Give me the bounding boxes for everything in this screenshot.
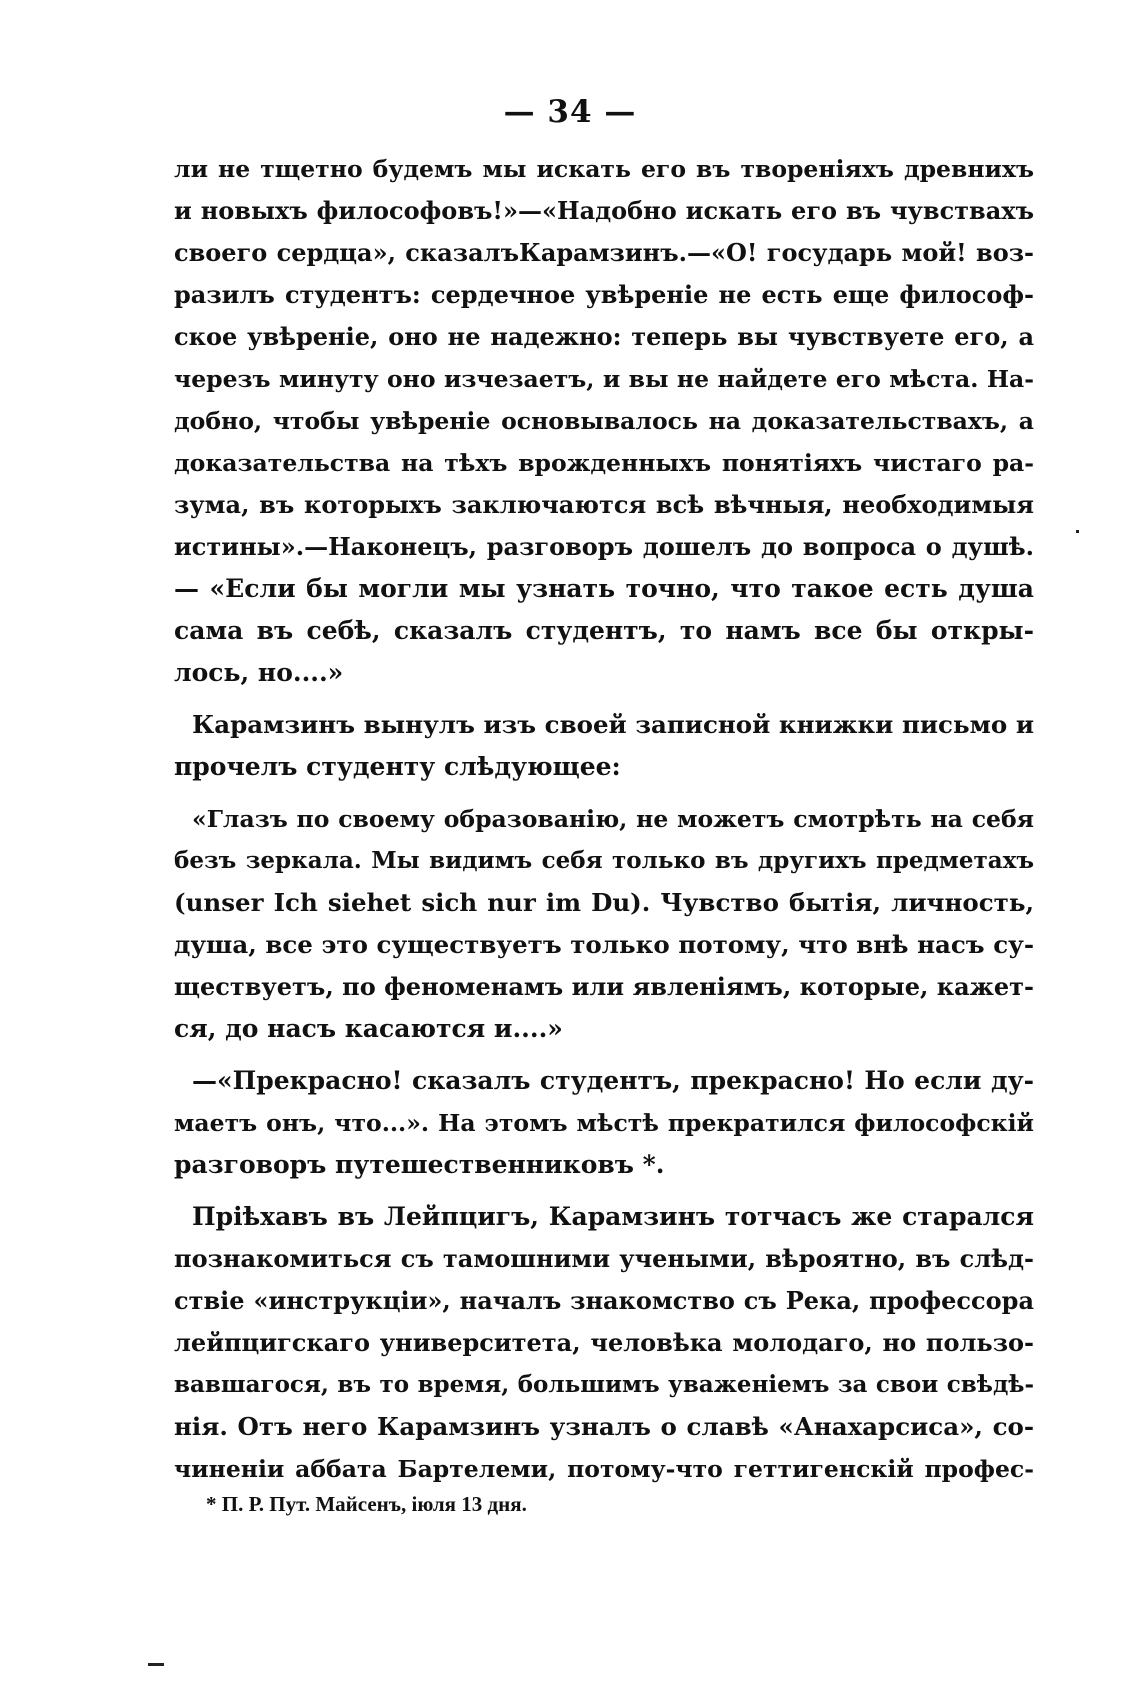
body-text [174,148,1034,1490]
text-line: прочелъ студенту слѣдующее: [174,752,621,781]
text-line: познакомиться съ тамошними учеными, вѣроятно, въ слѣд- [174,1244,1034,1273]
print-speck [1076,530,1079,533]
text-line: ществуетъ, по феноменамъ или явленіямъ, которые, кажет- [174,972,1034,1001]
text-line: и новыхъ философовъ!»—«Надобно искать его въ чувствахъ [174,196,1034,225]
text-line: ствіе «инструкціи», началъ знакомство съ Река, профессора [174,1286,1034,1315]
page-number: — 34 — [503,94,637,130]
text-line: доказательства на тѣхъ врожденныхъ понятіяхъ чистаго ра- [174,449,1034,477]
paragraph-3 [174,798,1034,1050]
text-line: вавшагося, въ то время, большимъ уваженіемъ за свои свѣдѣ- [174,1371,1034,1398]
text-line: ся, до насъ касаются и....» [174,1014,563,1043]
text-line: Карамзинъ вынулъ изъ своей записной книжки письмо и [192,710,1034,739]
paragraph-5 [174,1196,1034,1490]
text-line: своего сердца», сказалъКарамзинъ.—«О! государь мой! воз- [174,238,1034,267]
text-line: нія. Отъ него Карамзинъ узналъ о славѣ «Анахарсиса», со- [174,1412,1034,1441]
text-line: сама въ себѣ, сказалъ студентъ, то намъ все бы откры- [174,616,1034,645]
text-line: разговоръ путешественниковъ *. [174,1150,665,1179]
text-line: —«Прекрасно! сказалъ студентъ, прекрасно! Но если ду- [192,1066,1034,1095]
text-line: лось, но....» [174,658,344,687]
text-line: лейпцигскаго университета, человѣка молодаго, но пользо- [174,1328,1034,1357]
text-line: Пріѣхавъ въ Лейпцигъ, Карамзинъ тотчасъ же старался [192,1202,1034,1231]
text-line: чиненіи аббата Бартелеми, потому-что геттигенскій профес- [174,1455,1034,1483]
text-line: разилъ студентъ: сердечное увѣреніе не есть еще философ- [174,280,1034,309]
text-line: добно, чтобы увѣреніе основывалось на доказательствахъ, а [174,407,1034,435]
paragraph-4 [174,1060,1034,1186]
text-line: ское увѣреніе, оно не надежно: теперь вы чувствуете его, а [174,322,1034,351]
text-line: черезъ минуту оно изчезаетъ, и вы не найдете его мѣста. На- [174,365,1034,393]
text-line: безъ зеркала. Мы видимъ себя только въ другихъ предметахъ [174,847,1034,874]
text-line: «Глазъ по своему образованію, не можетъ смотрѣть на себя [192,805,1034,833]
text-line: — «Если бы могли мы узнать точно, что такое есть душа [174,574,1034,603]
paragraph-1 [174,148,1034,694]
footnote: * П. Р. Пут. Майсенъ, іюля 13 дня. [206,1492,527,1516]
print-speck [148,1663,164,1666]
paragraph-2 [174,704,1034,788]
text-line: истины».—Наконецъ, разговоръ дошелъ до вопроса о душѣ. [174,532,1034,561]
text-line: (unser Ich siehet sich nur im Du). Чувство бытія, личность, [174,888,1034,917]
text-line: маетъ онъ, что...». На этомъ мѣстѣ прекратился философскій [174,1109,1034,1137]
text-line: душа, все это существуетъ только потому, что внѣ насъ су- [174,930,1034,959]
text-line: зума, въ которыхъ заключаются всѣ вѣчныя, необходимыя [174,490,1034,519]
text-line: ли не тщетно будемъ мы искать его въ твореніяхъ древнихъ [174,155,1034,183]
